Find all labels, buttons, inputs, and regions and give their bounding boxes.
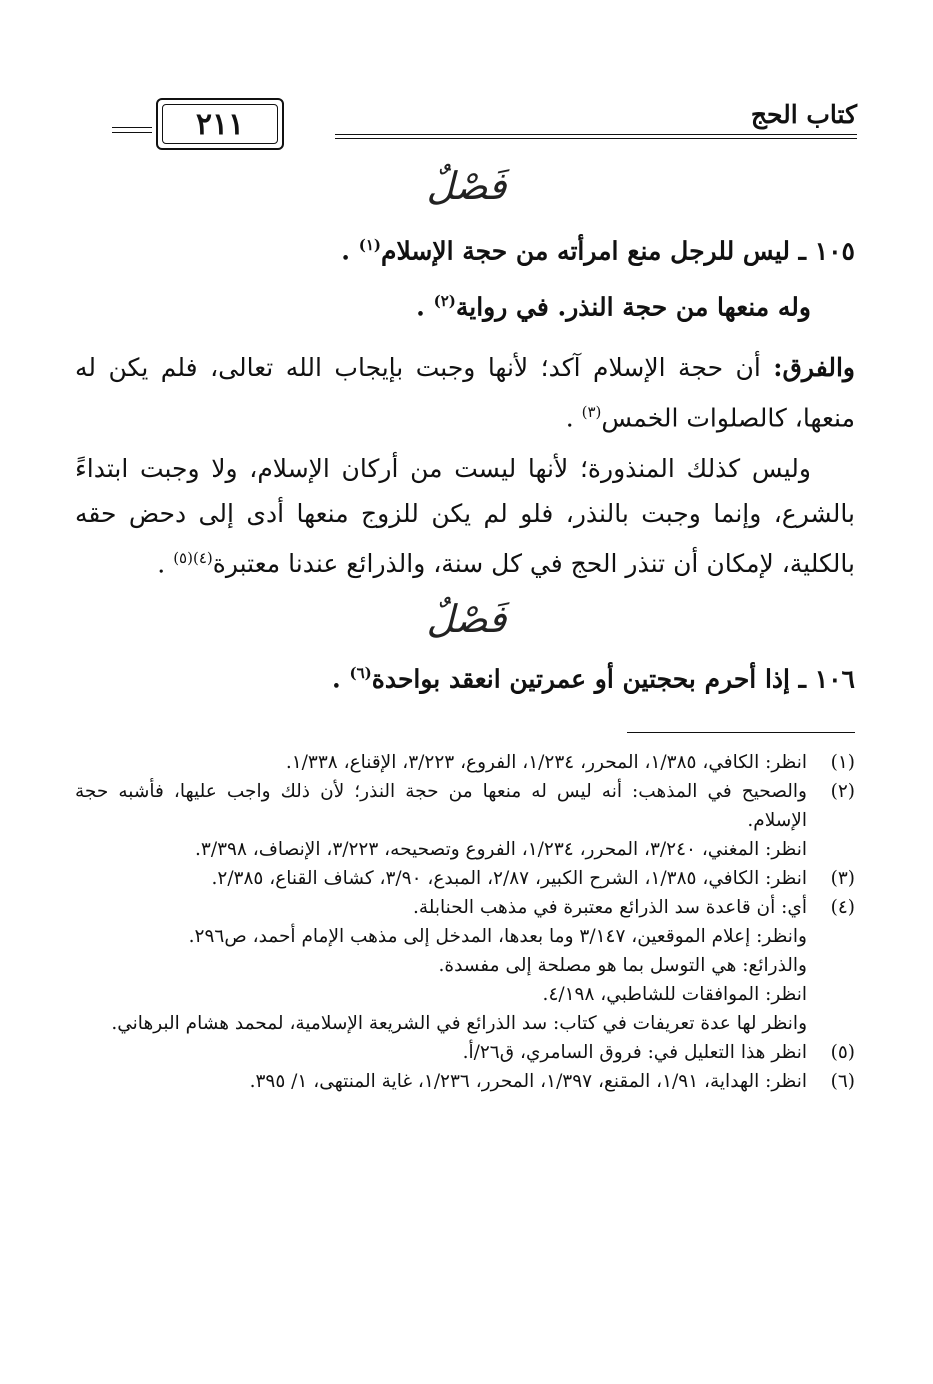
footnote-line: انظر هذا التعليل في: فروق السامري، ق٢٦/أ. xyxy=(462,1042,807,1063)
footnote-number: (٦) xyxy=(830,1071,855,1092)
item-106-text: ١٠٦ ـ إذا أحرم بحجتين أو عمرتين انعقد بواحدة xyxy=(371,664,855,694)
page-number: ٢١١ xyxy=(195,106,245,142)
page-header xyxy=(112,88,857,148)
footnote-4 xyxy=(75,893,855,1038)
section-heading: فَصْلٌ xyxy=(426,164,507,208)
section-heading-2: فَصْلٌ xyxy=(426,597,507,641)
footnote-number: (٢) xyxy=(830,781,855,802)
footnote-line: والصحيح في المذهب: أنه ليس له منعها من حجة النذر؛ لأن ذلك واجب عليها، فأشبه حجة الإسلام. xyxy=(75,781,807,831)
footnote-number: (٤) xyxy=(830,897,855,918)
footnote-line: وانظر لها عدة تعريفات في كتاب: سد الذرائع في الشريعة الإسلامية، لمحمد هشام البرهاني. xyxy=(111,1013,807,1034)
footnote-ref-4-5: (٤)(٥) xyxy=(173,549,213,567)
footnote-separator xyxy=(627,732,855,733)
footnote-line: وانظر: إعلام الموقعين، ٣/١٤٧ وما بعدها، المدخل إلى مذهب الإمام أحمد، ص٢٩٦. xyxy=(188,926,807,947)
footnote-2 xyxy=(75,777,855,864)
header-rule-left-inner xyxy=(112,132,152,133)
footnote-line: انظر: المغني، ٣/٢٤٠، المحرر، ١/٢٣٤، الفروع وتصحيحه، ٣/٢٢٣، الإنصاف، ٣/٣٩٨. xyxy=(195,839,807,860)
footnote-6 xyxy=(75,1067,855,1096)
footnote-line: انظر: الكافي، ١/٣٨٥، المحرر، ١/٢٣٤، الفروع، ٣/٢٢٣، الإقناع، ١/٣٣٨. xyxy=(285,752,807,773)
item-106-title: ١٠٦ ـ إذا أحرم بحجتين أو عمرتين انعقد بواحدة$^{(٦)}$ . xyxy=(332,664,855,694)
paragraph-text: وليس كذلك المنذورة؛ لأنها ليست من أركان الإسلام، ولا وجبت ابتداءً بالشرع، وإنما وجبت بالنذر، فلو لم يكن للزوج منعها أدى إلى دحض حقه بالكلية، لإمكان أن تنذر الحج في كل سنة، والذرائع عندنا معتبرة xyxy=(75,454,855,579)
item-105-title: ١٠٥ ـ ليس للرجل منع امرأته من حجة الإسلام$^{(١)}$ . xyxy=(341,236,855,266)
footnote-ref-1: (١) xyxy=(358,236,381,254)
footnote-3 xyxy=(75,864,855,893)
footnote-number: (٥) xyxy=(830,1042,855,1063)
item-105-text: ١٠٥ ـ ليس للرجل منع امرأته من حجة الإسلام xyxy=(380,236,855,266)
footnote-line: والذرائع: هي التوسل بما هو مصلحة إلى مفسدة. xyxy=(438,955,807,976)
paragraph-text: أن حجة الإسلام آكد؛ لأنها وجبت بإيجاب الله تعالى، فلم يكن له منعها، كالصلوات الخمس xyxy=(75,353,855,433)
footnote-line: انظر: الكافي، ١/٣٨٥، الشرح الكبير، ٢/٨٧، المبدع، ٣/٩٠، كشاف القناع، ٢/٣٨٥. xyxy=(211,868,807,889)
book-title: كتاب الحج xyxy=(750,100,857,129)
paragraph-lead: والفرق: xyxy=(773,353,855,382)
footnote-number: (٣) xyxy=(830,868,855,889)
footnote-1 xyxy=(75,748,855,777)
item-105-subline: وله منعها من حجة النذر. في رواية$^{(٢)}$ . xyxy=(416,292,811,322)
header-rule-inner xyxy=(335,138,857,139)
footnote-line: انظر: الهداية، ١/٩١، المقنع، ١/٣٩٧، المحرر، ١/٢٣٦، غاية المنتهى، ١/ ٣٩٥. xyxy=(249,1071,807,1092)
paragraph-difference: والفرق: أن حجة الإسلام آكد؛ لأنها وجبت بإيجاب الله تعالى، فلم يكن له منعها، كالصلوات الخمس$^{(٣)}$ . xyxy=(75,353,855,433)
footnote-number: (١) xyxy=(830,752,855,773)
item-105-sub-text: وله منعها من حجة النذر. في رواية xyxy=(455,292,811,322)
footnote-line: أي: أن قاعدة سد الذرائع معتبرة في مذهب الحنابلة. xyxy=(412,897,807,918)
footnote-5 xyxy=(75,1038,855,1067)
footnote-line: انظر: الموافقات للشاطبي، ٤/١٩٨. xyxy=(542,984,807,1005)
paragraph-vow: وليس كذلك المنذورة؛ لأنها ليست من أركان الإسلام، ولا وجبت ابتداءً بالشرع، وإنما وجبت بالنذر، فلو لم يكن للزوج منعها أدى إلى دحض حقه بالكلية، لإمكان أن تنذر الحج في كل سنة، والذرائع عندنا معتبرة$^{(٤)(٥)}$ . xyxy=(75,454,855,579)
footnotes xyxy=(75,748,855,1096)
header-rule-left xyxy=(112,127,152,128)
footnote-ref-2: (٢) xyxy=(433,292,456,310)
footnote-ref-6: (٦) xyxy=(349,664,372,682)
page-number-frame xyxy=(156,98,284,150)
footnote-ref-3: (٣) xyxy=(581,403,602,421)
header-rule xyxy=(335,134,857,135)
